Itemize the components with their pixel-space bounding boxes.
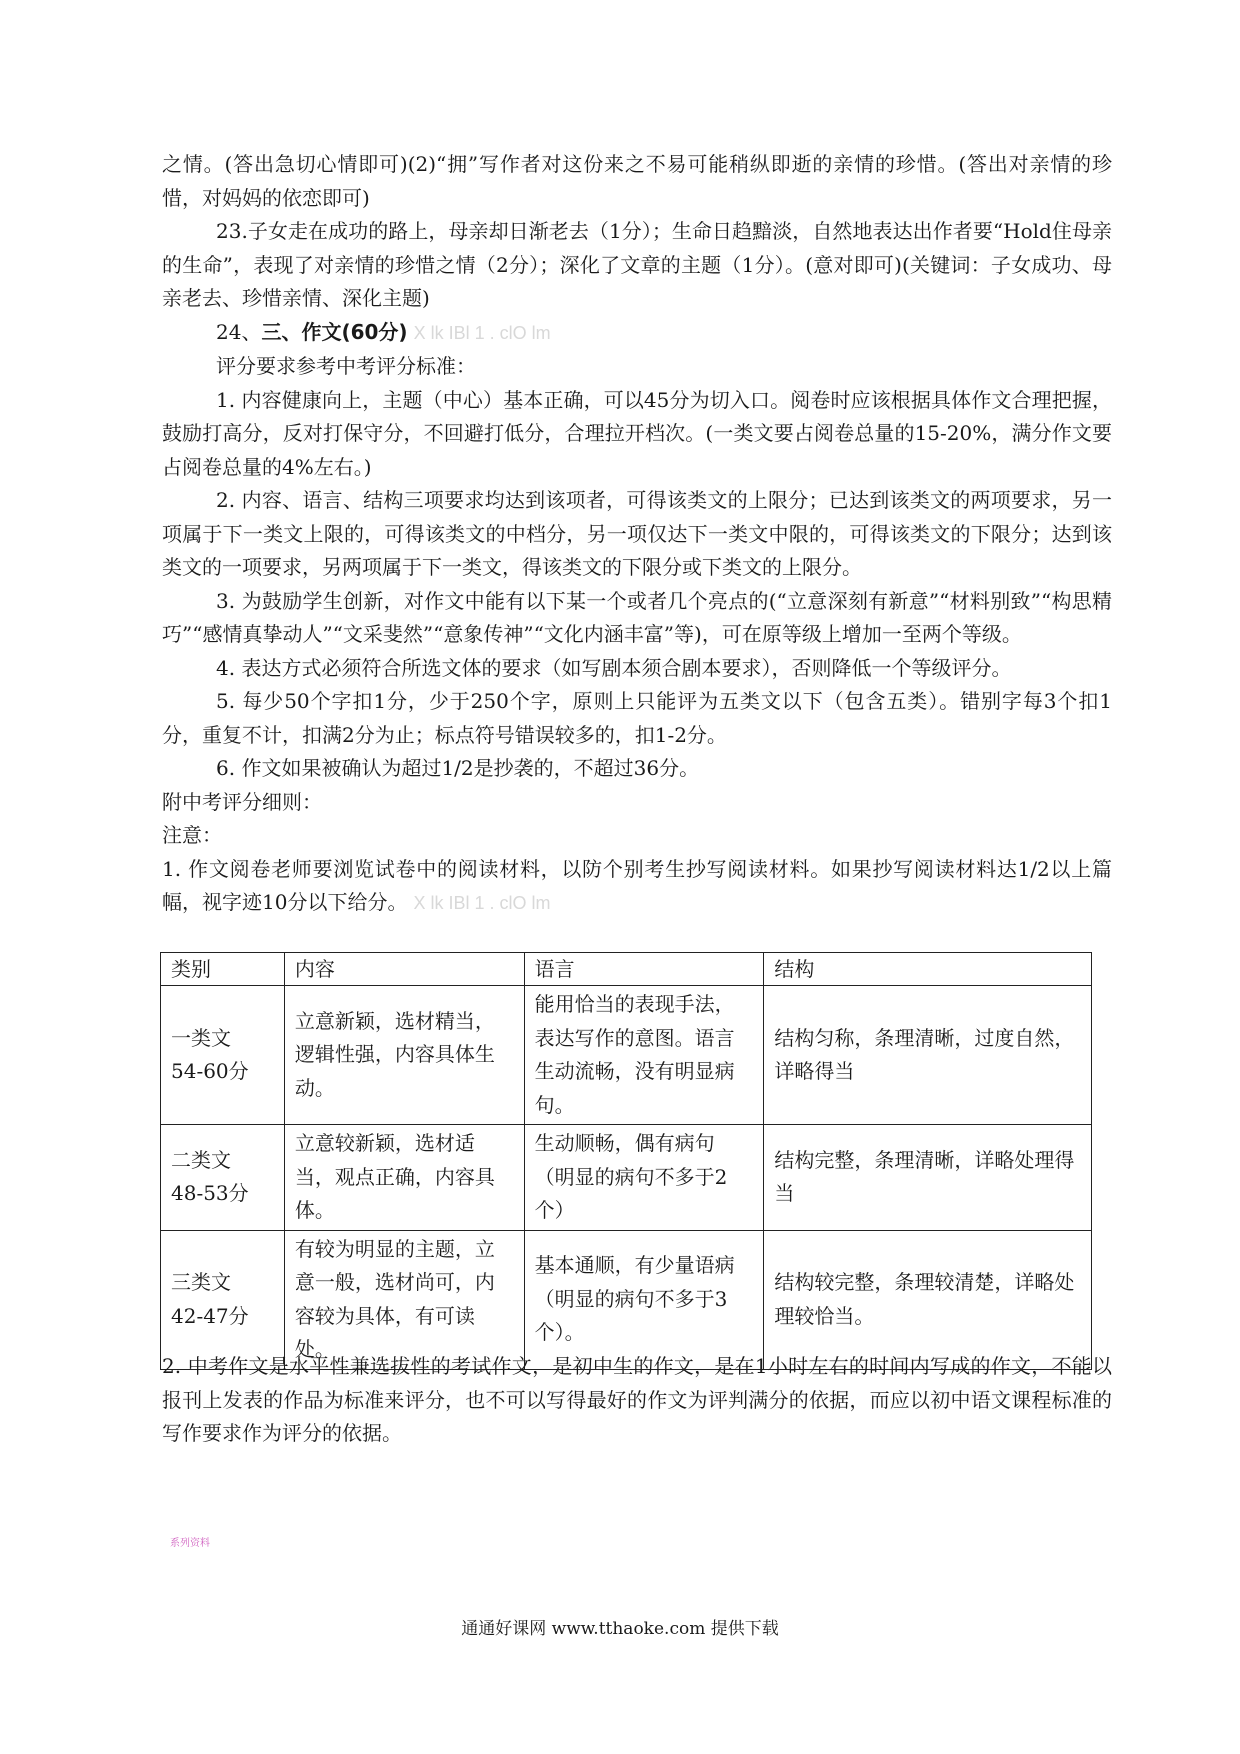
requirements-intro: 评分要求参考中考评分标准： — [216, 354, 476, 378]
after-table-content — [162, 1350, 1112, 1451]
table-row — [161, 986, 1092, 1125]
rule-6: 6. 作文如果被确认为超过1/2是抄袭的，不超过36分。 — [216, 756, 700, 780]
rule-1: 1. 内容健康向上，主题（中心）基本正确，可以45分为切入口。阅卷时应该根据具体作文合理把握，鼓励打高分，反对打保守分，不回避打低分，合理拉开档次。(一类文要占阅卷总量的15-20%，满分作文要占阅卷总量的4%左右。) — [162, 387, 1112, 479]
table-header-row — [161, 953, 1092, 986]
page-footer: 通通好课网 www.tthaoke.com 提供下载 — [461, 1619, 779, 1639]
rule-3: 3. 为鼓励学生创新，对作文中能有以下某一个或者几个亮点的(“立意深刻有新意”“材料别致”“构思精巧”“感情真挚动人”“文采斐然”“意象传神”“文化内涵丰富”等)，可在原等级上增加一至两个等级。 — [162, 588, 1112, 646]
language-cell: 基本通顺，有少量语病（明显的病句不多于3个）。 — [524, 1230, 764, 1369]
structure-cell: 结构完整，条理清晰，详略处理得当 — [764, 1125, 1092, 1231]
rule-5: 5. 每少50个字扣1分，少于250个字，原则上只能评为五类文以下（包含五类）。错别字每3个扣1分，重复不计，扣满2分为止；标点符号错误较多的，扣1-2分。 — [162, 689, 1112, 747]
note-1 — [162, 853, 1112, 921]
language-cell: 生动顺畅，偶有病句（明显的病句不多于2个） — [524, 1125, 764, 1231]
rule-4: 4. 表达方式必须符合所选文体的要求（如写剧本须合剧本要求），否则降低一个等级评分。 — [216, 655, 1012, 680]
table-row — [161, 1125, 1092, 1231]
paragraph-22-continued: 之情。(答出急切心情即可)(2)“拥”写作者对这份来之不易可能稍纵即逝的亲情的珍惜。(答出对亲情的珍惜，对妈妈的依恋即可) — [162, 152, 1112, 210]
content-cell: 立意较新颖，选材适当，观点正确，内容具体。 — [284, 1125, 524, 1231]
category-name: 二类文 — [171, 1147, 231, 1172]
note-2: 2. 中考作文是水平性兼选拔性的考试作文，是初中生的作文，是在1小时左右的时间内写成的作文，不能以报刊上发表的作品为标准来评分，也不可以写得最好的作文为评判满分的依据，而应以初中语文课程标准的写作要求作为评分的依据。 — [162, 1354, 1112, 1445]
note-1-text: 1. 作文阅卷老师要浏览试卷中的阅读材料，以防个别考生抄写阅读材料。如果抄写阅读材料达1/2以上篇幅，视字迹10分以下给分。 — [162, 856, 1112, 914]
composition-title: 三、作文(60分) — [261, 319, 408, 344]
table-header-cell: 结构 — [764, 953, 1092, 986]
appendix-title: 附中考评分细则： — [162, 789, 322, 814]
rule-2: 2. 内容、语言、结构三项要求均达到该项者，可得该类文的上限分；已达到该类文的两项要求，另一项属于下一类文上限的，可得该类文的中档分，另一项仅达下一类文中限的，可得该类文的下限分；达到该类文的一项要求，另两项属于下一类文，得该类文的下限分或下类文的上限分。 — [162, 488, 1112, 579]
content-cell: 立意新颖，选材精当，逻辑性强，内容具体生动。 — [284, 986, 524, 1125]
table-header-cell: 类别 — [161, 953, 285, 986]
small-mark: 系列资料 — [170, 1538, 210, 1549]
note-label: 注意： — [162, 823, 222, 847]
category-score: 54-60分 — [171, 1059, 249, 1083]
category-name: 一类文 — [171, 1025, 231, 1050]
category-name: 三类文 — [171, 1270, 231, 1294]
table-header-cell: 语言 — [524, 953, 764, 986]
structure-cell: 结构匀称，条理清晰，过度自然，详略得当 — [764, 986, 1092, 1125]
content-cell: 有较为明显的主题，立意一般，选材尚可，内容较为具体，有可读处。 — [284, 1230, 524, 1369]
section-heading — [162, 316, 1112, 351]
table-row — [161, 1230, 1092, 1369]
table-header-cell: 内容 — [284, 953, 524, 986]
category-cell — [161, 1125, 285, 1231]
watermark-text: X lk IBl 1 . clO lm — [413, 322, 551, 343]
grading-table — [160, 952, 1092, 1370]
structure-cell: 结构较完整，条理较清楚，详略处理较恰当。 — [764, 1230, 1092, 1369]
category-cell — [161, 986, 285, 1125]
paragraph-23: 23.子女走在成功的路上，母亲却日渐老去（1分）；生命日趋黯淡，自然地表达出作者要“Hold住母亲的生命”，表现了对亲情的珍惜之情（2分）；深化了文章的主题（1分）。(意对即可)(关键词：子女成功、母亲老去、珍惜亲情、深化主题) — [162, 219, 1112, 310]
watermark-text: X lk IBl 1 . clO lm — [413, 893, 551, 913]
answer-content — [162, 148, 1112, 921]
language-cell: 能用恰当的表现手法，表达写作的意图。语言生动流畅，没有明显病句。 — [524, 986, 764, 1125]
question-number: 24、 — [216, 319, 262, 344]
category-score: 48-53分 — [171, 1181, 249, 1206]
category-score: 42-47分 — [171, 1303, 249, 1328]
category-cell — [161, 1230, 285, 1369]
